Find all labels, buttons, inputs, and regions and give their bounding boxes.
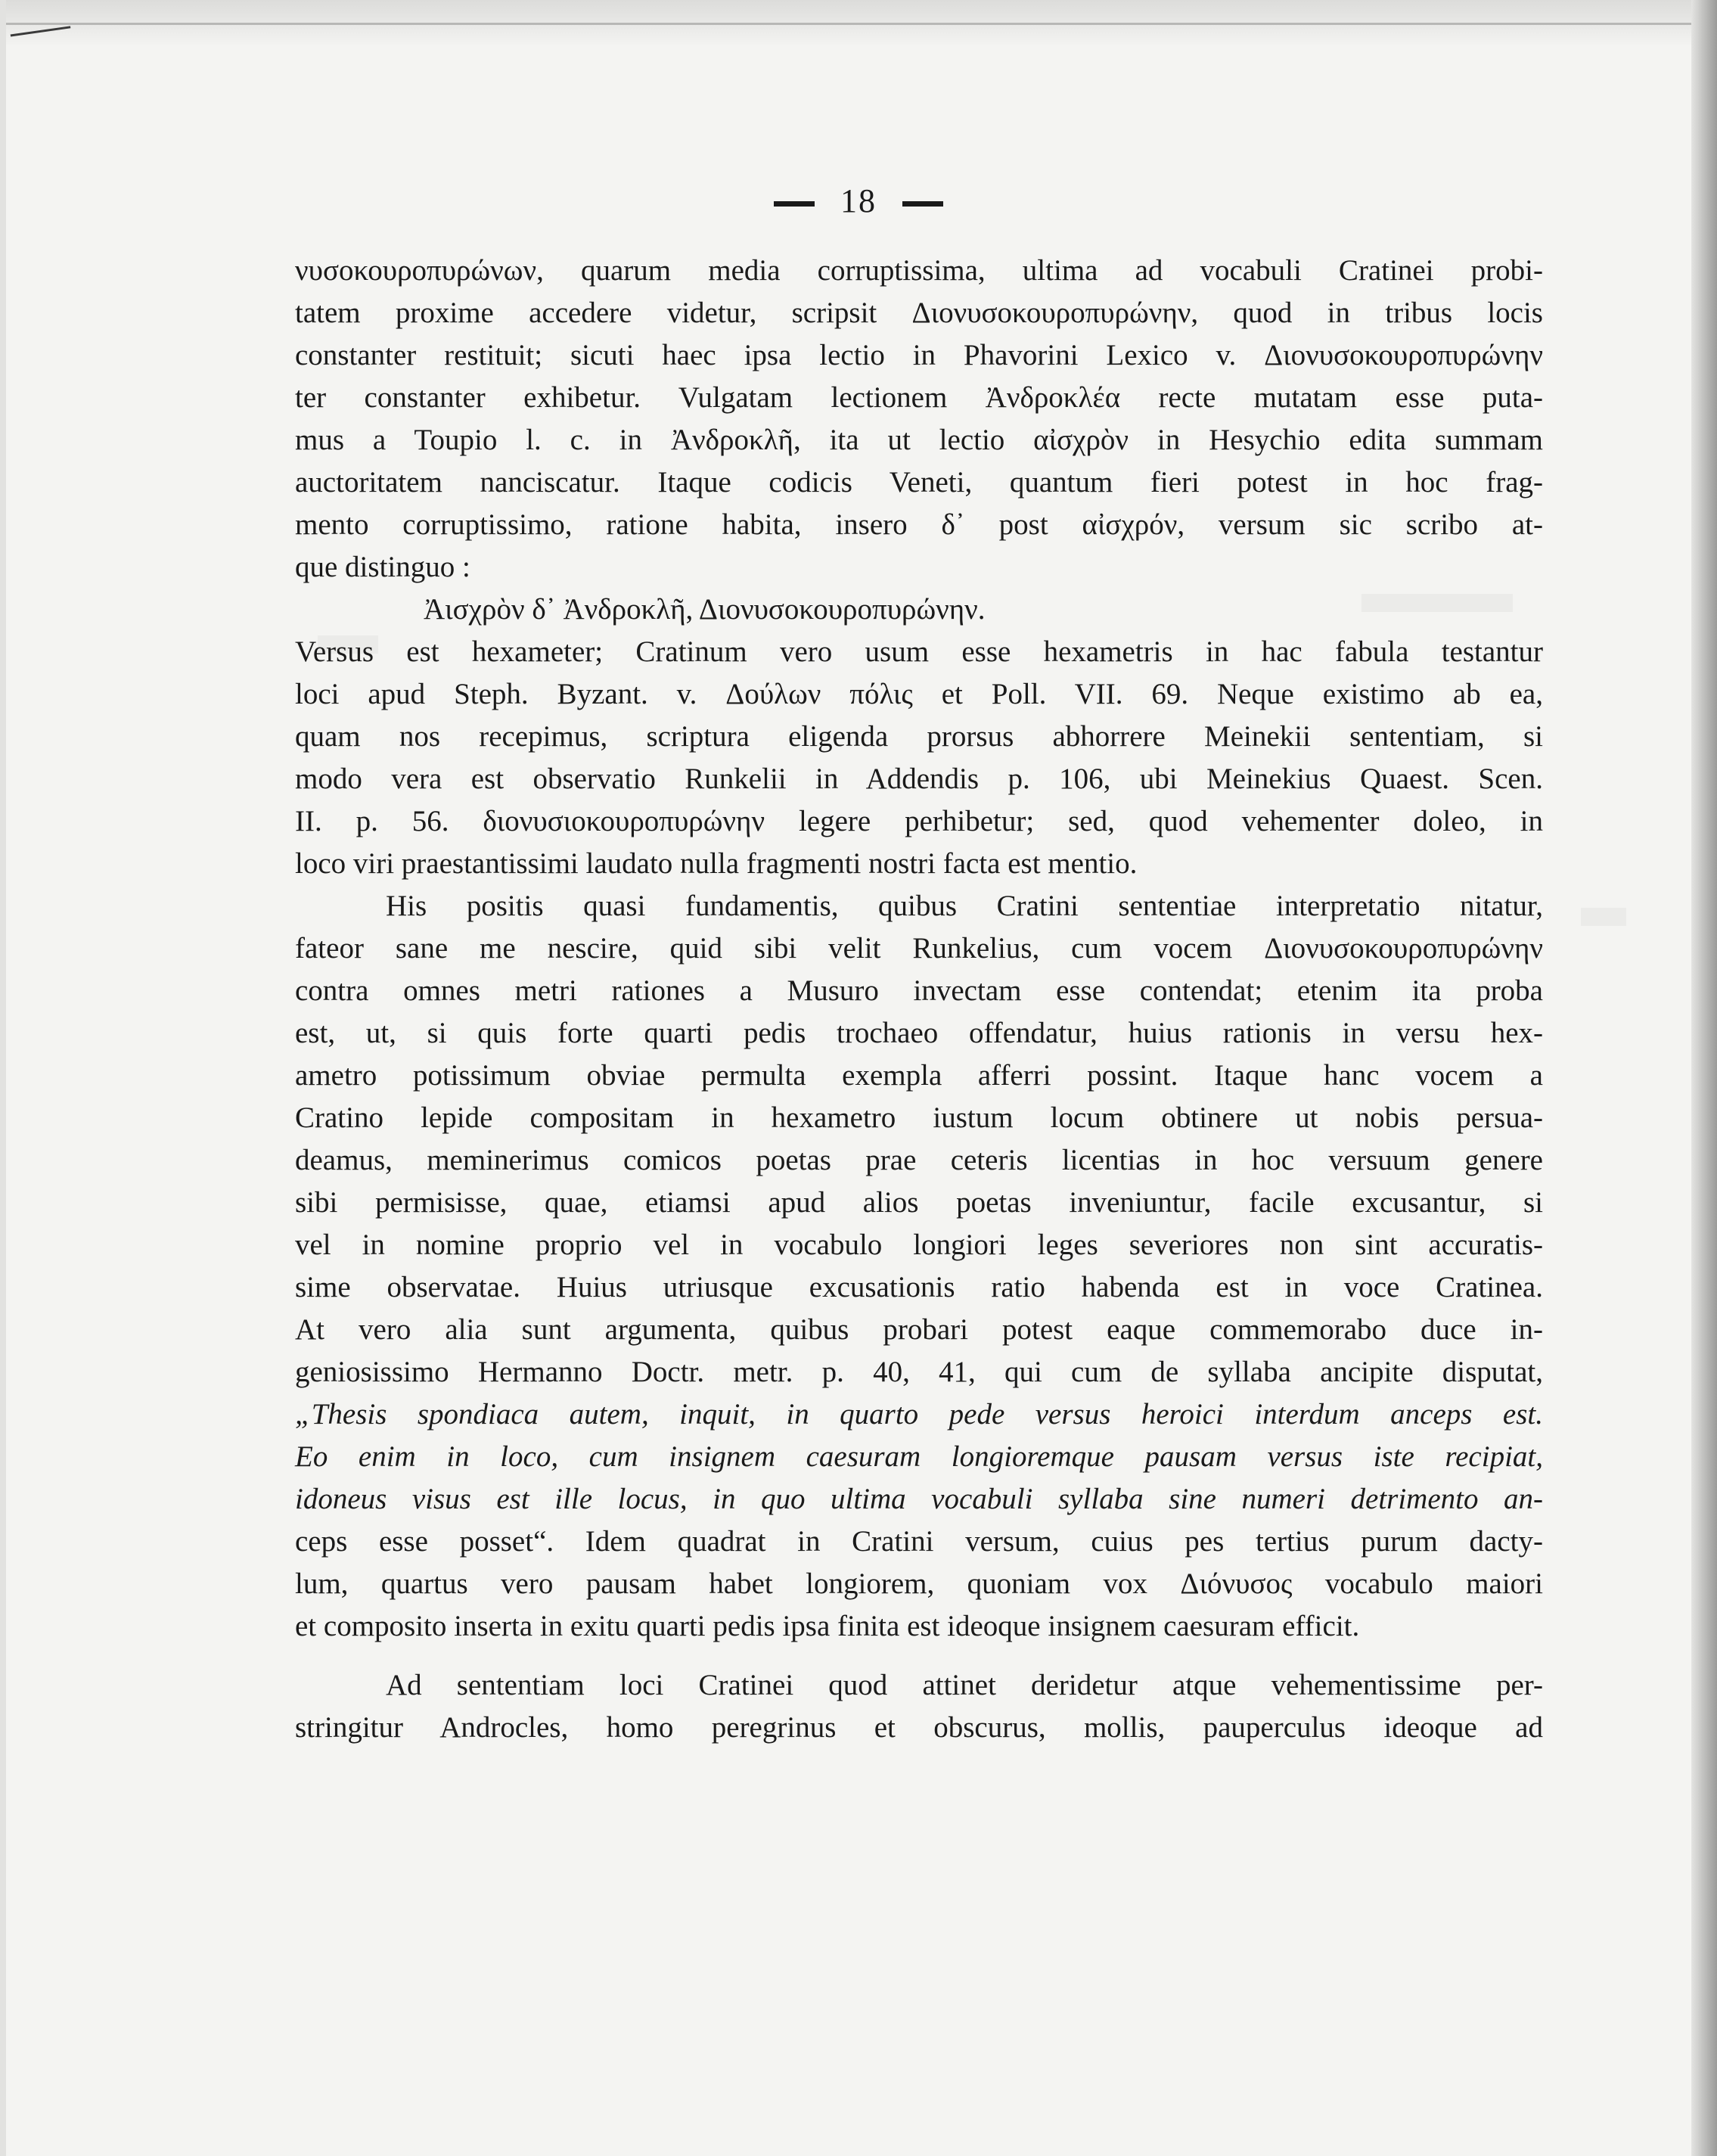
text-line: vel in nomine proprio vel in vocabulo longiori leges severiores non sint accuratis- — [295, 1229, 1543, 1261]
page-top-rule — [0, 23, 1717, 25]
text-line: νυσοκουροπυρώνων, quarum media corruptissima, ultima ad vocabuli Cratinei probi- — [295, 254, 1543, 287]
show-through-mark — [1581, 908, 1626, 926]
text-line: Versus est hexameter; Cratinum vero usum esse hexametris in hac fabula testantur — [295, 635, 1543, 668]
text-line: sime observatae. Huius utriusque excusationis ratio habenda est in voce Cratinea. — [295, 1271, 1543, 1303]
quoted-verse: Ἀισχρὸν δ᾿ Ἀνδροκλῆ, Διονυσοκουροπυρώνην. — [424, 593, 986, 626]
page-right-edge-shadow — [1691, 0, 1717, 2156]
header-dash-right — [902, 201, 943, 207]
quotation-line: Eo enim in loco, cum insignem caesuram longioremque pausam versus iste recipiat, — [295, 1440, 1543, 1473]
text-line: modo vera est observatio Runkelii in Addendis p. 106, ubi Meinekius Quaest. Scen. — [295, 763, 1543, 795]
text-line: quam nos recepimus, scriptura eligenda prorsus abhorrere Meinekii sententiam, si — [295, 720, 1543, 753]
text-line: geniosissimo Hermanno Doctr. metr. p. 40, 41, qui cum de syllaba ancipite disputat, — [295, 1356, 1543, 1388]
header-dash-left — [774, 201, 815, 207]
text-line: mus a Toupio l. c. in Ἀνδροκλῆ, ita ut lectio αἰσχρὸν in Hesychio edita summam — [295, 424, 1543, 456]
text-line: ametro potissimum obviae permulta exempla afferri possint. Itaque hanc vocem a — [295, 1059, 1543, 1092]
text-line: deamus, meminerimus comicos poetas prae ceteris licentias in hoc versuum genere — [295, 1144, 1543, 1176]
quotation-line: idoneus visus est ille locus, in quo ultima vocabuli syllaba sine numeri detrimento an- — [295, 1483, 1543, 1515]
paragraph-start-line: Ad sententiam loci Cratinei quod attinet deridetur atque vehementissime per- — [386, 1669, 1543, 1701]
text-line: est, ut, si quis forte quarti pedis trochaeo offendatur, huius rationis in versu hex- — [295, 1017, 1543, 1049]
body-text — [295, 250, 1543, 1749]
text-line: contra omnes metri rationes a Musuro invectam esse contendat; etenim ita proba — [295, 974, 1543, 1007]
text-line: ter constanter exhibetur. Vulgatam lectionem Ἀνδροκλέα recte mutatam esse puta- — [295, 381, 1543, 414]
text-line: lum, quartus vero pausam habet longiorem, quoniam vox Διόνυσος vocabulo maiori — [295, 1567, 1543, 1600]
quotation-line: „Thesis spondiaca autem, inquit, in quarto pede versus heroici interdum anceps est. — [295, 1398, 1543, 1431]
text-line: mento corruptissimo, ratione habita, insero δ᾿ post αἰσχρόν, versum sic scribo at- — [295, 508, 1543, 541]
text-line: ceps esse posset“. Idem quadrat in Cratini versum, cuius pes tertius purum dacty- — [295, 1525, 1543, 1558]
paragraph-start-line: His positis quasi fundamentis, quibus Cratini sententiae interpretatio nitatur, — [386, 890, 1543, 922]
text-line: loci apud Steph. Byzant. v. Δούλων πόλις et Poll. VII. 69. Neque existimo ab ea, — [295, 678, 1543, 710]
page-left-edge — [0, 0, 6, 2156]
text-line: et composito inserta in exitu quarti pedis ipsa finita est ideoque insignem caesuram efficit. — [295, 1610, 1360, 1642]
text-line: At vero alia sunt argumenta, quibus probari potest eaque commemorabo duce in- — [295, 1313, 1543, 1346]
text-line: constanter restituit; sicuti haec ipsa lectio in Phavorini Lexico v. Διονυσοκουροπυρώνην — [295, 339, 1543, 371]
text-line: sibi permisisse, quae, etiamsi apud alios poetas inveniuntur, facile excusantur, si — [295, 1186, 1543, 1219]
text-line: II. p. 56. διονυσιοκουροπυρώνην legere perhibetur; sed, quod vehementer doleo, in — [295, 805, 1543, 837]
text-line: stringitur Androcles, homo peregrinus et obscurus, mollis, pauperculus ideoque ad — [295, 1711, 1543, 1744]
text-line: que distinguo : — [295, 551, 470, 583]
page-header — [0, 182, 1717, 220]
text-line: tatem proxime accedere videtur, scripsit Διονυσοκουροπυρώνην, quod in tribus locis — [295, 297, 1543, 329]
text-line: auctoritatem nanciscatur. Itaque codicis Veneti, quantum fieri potest in hoc frag- — [295, 466, 1543, 499]
text-line: Cratino lepide compositam in hexametro iustum locum obtinere ut nobis persua- — [295, 1101, 1543, 1134]
page-number: 18 — [840, 182, 877, 219]
text-line: loco viri praestantissimi laudato nulla fragmenti nostri facta est mentio. — [295, 847, 1138, 880]
text-line: fateor sane me nescire, quid sibi velit Runkelius, cum vocem Διονυσοκουροπυρώνην — [295, 932, 1543, 965]
